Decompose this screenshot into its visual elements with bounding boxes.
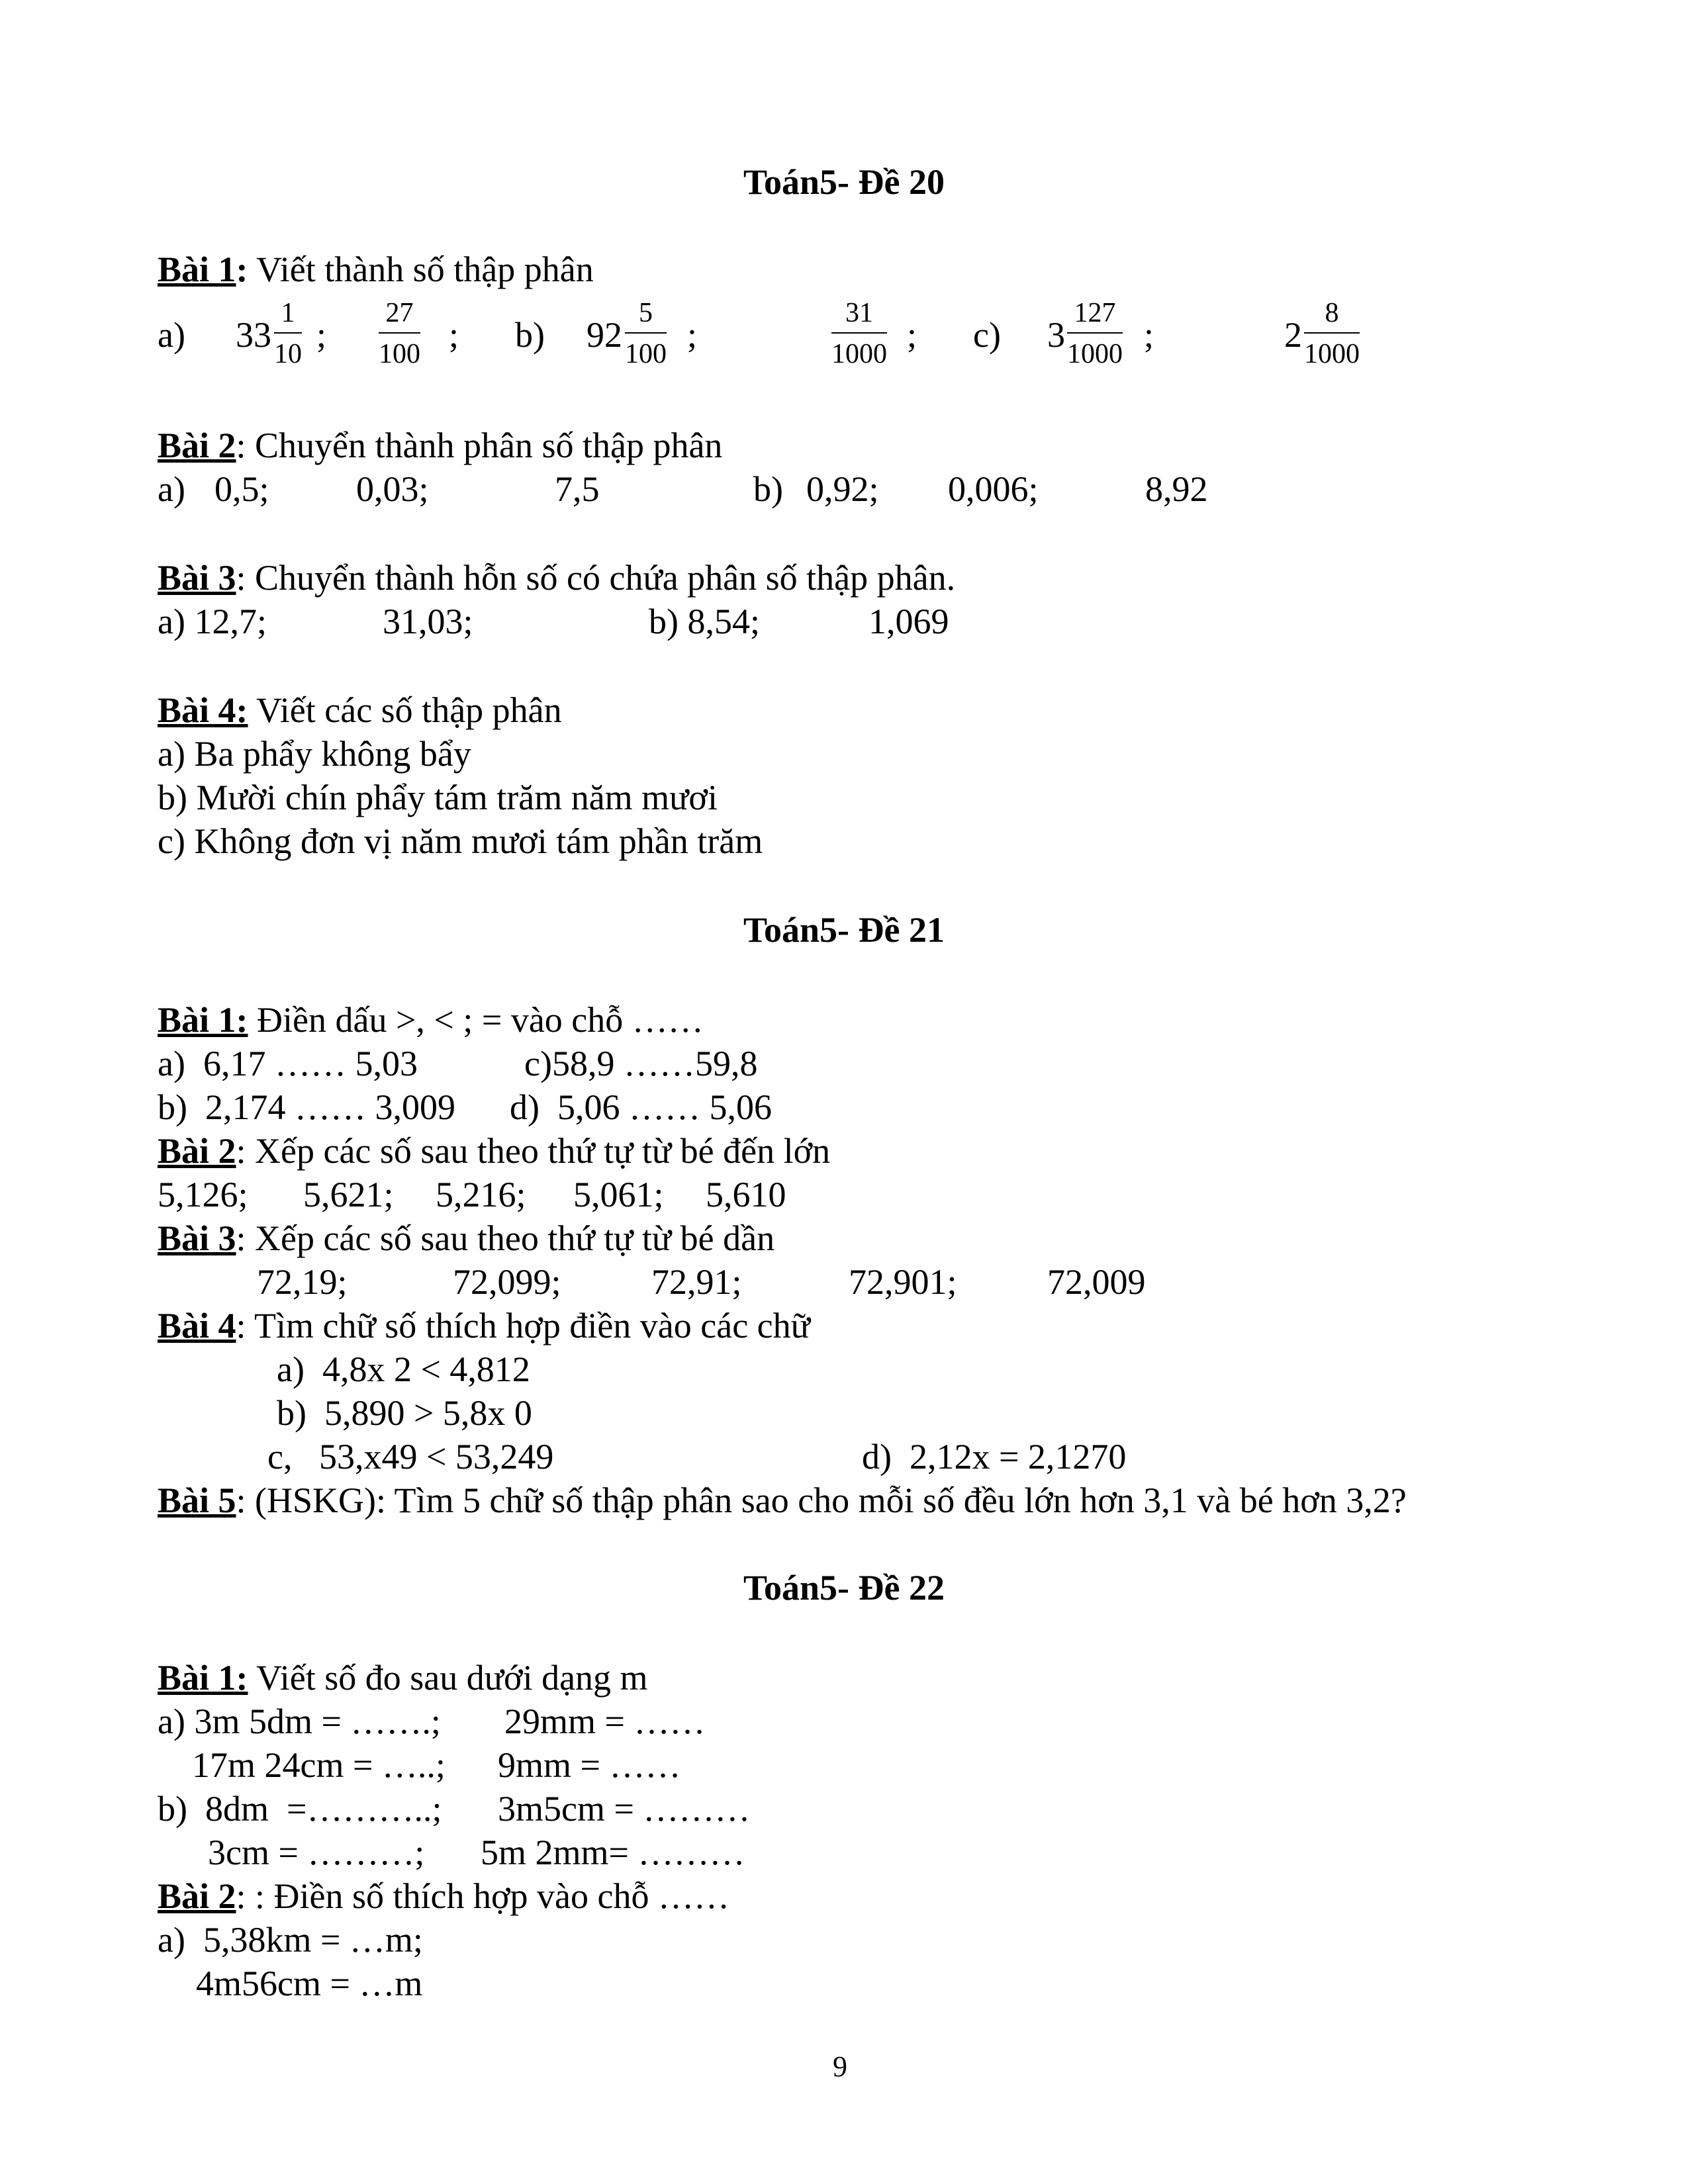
de20-bai4-line: c) Không đơn vị năm mươi tám phần trăm [158,821,763,861]
de20-bai1-n1-whole: 33 [236,315,271,355]
de21-bai4-heading: Bài 4: Tìm chữ số thích hợp điền vào các chữ [158,1306,810,1345]
de21-bai5-heading: Bài 5: (HSKG): Tìm 5 chữ số thập phân sao cho mỗi số đều lớn hơn 3,1 và bé hơn 3,2? [158,1480,1407,1520]
de20-bai1-c-label: c) [973,315,1001,355]
de20-bai1-n6-whole: 2 [1284,315,1302,355]
de20-bai1-a-label: a) [158,315,185,355]
page-number: 9 [833,2050,847,2083]
de22-title: Toán5- Đề 22 [743,1568,945,1608]
de20-bai1-b-label: b) [515,315,545,355]
de20-bai1-fraction-6: $\frac{8}{1000}$ [1304,298,1360,369]
de20-bai1-label: Bài 1 [158,250,236,289]
de20-bai1-fraction-1: $\frac{1}{10}$ [274,298,302,369]
de22-bai2-heading: Bài 2: : Điền số thích hợp vào chỗ …… [158,1876,729,1916]
de20-bai4-line: b) Mười chín phẩy tám trăm năm mươi [158,778,718,817]
de20-bai1-fraction-2: $\frac{27}{100}$ [379,298,420,369]
de20-bai1-n5-whole: 3 [1047,315,1065,355]
de20-bai4-line: a) Ba phẩy không bẩy [158,734,471,774]
de21-bai1-heading: Bài 1: Điền dấu >, < ; = vào chỗ …… [158,1000,704,1040]
de20-bai1-n3-whole: 92 [586,315,622,355]
de20-bai4-heading: Bài 4: Viết các số thập phân [158,690,562,730]
de20-bai2-heading: Bài 2: Chuyển thành phân số thập phân [158,426,723,465]
de20-bai1-fraction-3: $\frac{5}{100}$ [625,298,667,369]
de20-bai3-heading: Bài 3: Chuyển thành hỗn số có chứa phân số thập phân. [158,558,956,598]
de20-bai1-fraction-4: $\frac{31}{1000}$ [831,298,887,369]
de21-bai2-heading: Bài 2: Xếp các số sau theo thứ tự từ bé đến lớn [158,1131,831,1171]
de21-title: Toán5- Đề 21 [743,910,945,950]
de20-title: Toán5- Đề 20 [743,162,945,202]
de20-bai1-heading: Bài 1: Viết thành số thập phân [158,250,594,289]
de20-bai1-fraction-5: $\frac{127}{1000}$ [1067,298,1123,369]
de22-bai1-heading: Bài 1: Viết số đo sau dưới dạng m [158,1658,648,1698]
de21-bai3-heading: Bài 3: Xếp các số sau theo thứ tự từ bé dần [158,1218,775,1258]
